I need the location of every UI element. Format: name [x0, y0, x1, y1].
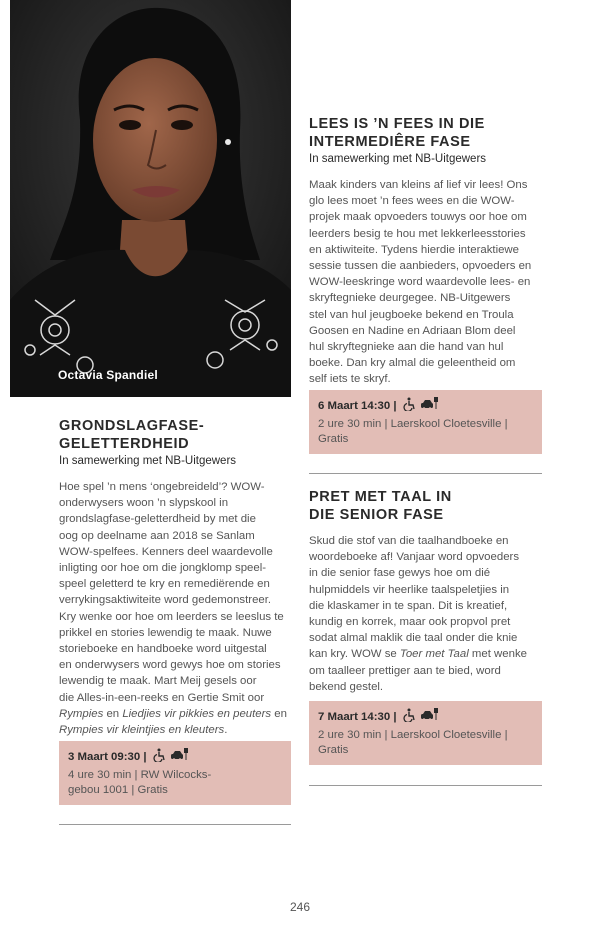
body-line: leerders besig te hou met lekkerleesstories	[309, 227, 526, 240]
body-line	[59, 722, 295, 738]
body-text: en	[271, 707, 287, 720]
body-line: inligting oor hoe om die jongklomp speel-	[59, 562, 267, 575]
article-body	[309, 533, 549, 695]
body-line: in die senior fase gewys hoe om dié	[309, 567, 491, 580]
wheelchair-icon	[403, 397, 417, 417]
article-subtitle: In samewerking met NB-Uitgewers	[309, 153, 487, 165]
body-line: grondslagfase-geletterdheid by met die	[59, 513, 256, 526]
event-detail: 4 ure 30 min | RW Wilcocks-	[68, 768, 212, 781]
event-detail: gebou 1001 | Gratis	[68, 784, 168, 796]
body-line: en aktiwiteite. Tydens hierdie interaktiewe	[309, 243, 519, 256]
body-line: hul skryftegnieke aan die hand van hul	[309, 341, 504, 354]
body-line: om taalleer prettiger aan te bied, word	[309, 664, 501, 677]
book-title: Toer met Taal	[399, 648, 469, 661]
body-line: onderwysers woon ’n slypskool in	[59, 497, 229, 510]
title-line: PRET MET TAAL IN	[309, 489, 452, 505]
body-line: glo lees moet ’n fees wees en die WOW-	[309, 195, 515, 208]
divider	[309, 473, 542, 474]
wheelchair-icon	[153, 748, 167, 768]
body-line: lewendig te maak. Mart Meij gesels oor	[59, 675, 257, 688]
body-line: prikkel en stories lewendig te maak. Nuwe	[59, 626, 272, 639]
event-detail: Gratis	[318, 744, 349, 756]
article-grondslagfase	[59, 417, 295, 738]
event-when-line	[68, 748, 282, 768]
body-line: storieboeke en handboeke word uitgestal	[59, 643, 267, 656]
parking-icon	[420, 397, 438, 417]
body-line: Hoe spel ’n mens ‘ongebreideld’? WOW-	[59, 481, 265, 493]
event-detail: 2 ure 30 min | Laerskool Cloetesville |	[318, 728, 508, 741]
book-title: Rympies	[59, 707, 104, 720]
article-pret-met-taal	[309, 488, 549, 695]
body-line: boeke. Dan kry almal die geleentheid om	[309, 357, 516, 370]
parking-icon	[170, 748, 188, 768]
event-when-line	[318, 708, 533, 728]
body-text: met wenke	[468, 648, 527, 661]
event-box	[59, 741, 291, 805]
article-title	[309, 488, 549, 524]
body-line: woordeboeke af! Vanjaar word opvoeders	[309, 551, 520, 564]
body-line: verrykingsaktiwiteite word gedemonstreer.	[59, 594, 272, 607]
article-body	[309, 177, 549, 388]
parking-icon	[420, 708, 438, 728]
event-datetime: 3 Maart 09:30 |	[68, 751, 147, 763]
title-line: DIE SENIOR FASE	[309, 507, 444, 523]
event-detail: 2 ure 30 min | Laerskool Cloetesville |	[318, 417, 508, 430]
page-number: 246	[289, 900, 311, 914]
body-line: WOW-leeskringe word waardevolle lees- en	[309, 276, 531, 289]
body-line: hulpmiddels vir heerlike taalspeletjies in	[309, 583, 510, 596]
body-line	[309, 646, 549, 662]
portrait-photo	[10, 0, 291, 397]
title-line: INTERMEDIÊRE FASE	[309, 134, 471, 150]
book-title: Liedjies vir pikkies en peuters	[122, 707, 272, 720]
body-line: Kry wenke oor hoe om leerders se leeslus te	[59, 610, 284, 623]
body-line: oog op deelname aan 2018 se Sanlam	[59, 529, 255, 542]
title-line: GRONDSLAGFASE-	[59, 418, 205, 434]
body-line: Goosen en Nadine en Adriaan Blom deel	[309, 324, 516, 337]
body-line: Skud die stof van die taalhandboeke en	[309, 535, 509, 547]
body-text: .	[224, 724, 228, 737]
event-detail: Gratis	[318, 433, 349, 445]
divider	[309, 785, 542, 786]
article-title	[59, 417, 295, 453]
portrait-illustration	[10, 0, 291, 397]
body-line: kundig en korrek, maar ook propvol pret	[309, 616, 511, 629]
body-line: die klaskamer in te span. Dit is kreatief,	[309, 599, 508, 612]
body-text: en	[103, 707, 123, 720]
article-subtitle: In samewerking met NB-Uitgewers	[59, 455, 237, 467]
title-line: LEES IS ’N FEES IN DIE	[309, 116, 485, 132]
body-text: kan kry. WOW se	[309, 648, 400, 661]
body-line: stel van hul jeugboeke bekend en Troula	[309, 308, 514, 321]
body-line: bekend gestel.	[309, 680, 384, 693]
body-line: die Alles-in-een-reeks en Gertie Smit oor	[59, 691, 265, 704]
body-line: projek maak opvoeders touwys oor hoe om	[309, 211, 527, 224]
event-box	[309, 390, 542, 454]
body-line: skryftegnieke deurgegee. NB-Uitgewers	[309, 292, 511, 305]
divider	[59, 824, 291, 825]
body-line: sodat almal maklik die taal onder die knie	[309, 632, 518, 645]
article-body	[59, 479, 295, 738]
body-line: self iets te skryf.	[309, 373, 391, 386]
article-title	[309, 115, 549, 151]
body-line: Maak kinders van kleins af lief vir lees! Ons	[309, 179, 528, 191]
body-line: en onderwysers word gewys hoe om stories	[59, 659, 281, 672]
event-datetime: 6 Maart 14:30 |	[318, 400, 397, 412]
body-line	[59, 706, 295, 722]
body-line: speel geletterd te kry en remediërende en	[59, 578, 270, 591]
article-lees-is-n-fees	[309, 115, 549, 388]
event-datetime: 7 Maart 14:30 |	[318, 711, 397, 723]
wheelchair-icon	[403, 708, 417, 728]
body-line: WOW-spelfees. Kenners deel waardevolle	[59, 545, 273, 558]
body-line: sessie tussen die aanbieders, opvoeders en	[309, 260, 532, 273]
event-box	[309, 701, 542, 765]
event-when-line	[318, 397, 533, 417]
photo-caption: Octavia Spandiel	[58, 368, 158, 382]
book-title: Rympies vir kleintjies en kleuters	[59, 724, 225, 737]
title-line: GELETTERDHEID	[59, 436, 190, 452]
